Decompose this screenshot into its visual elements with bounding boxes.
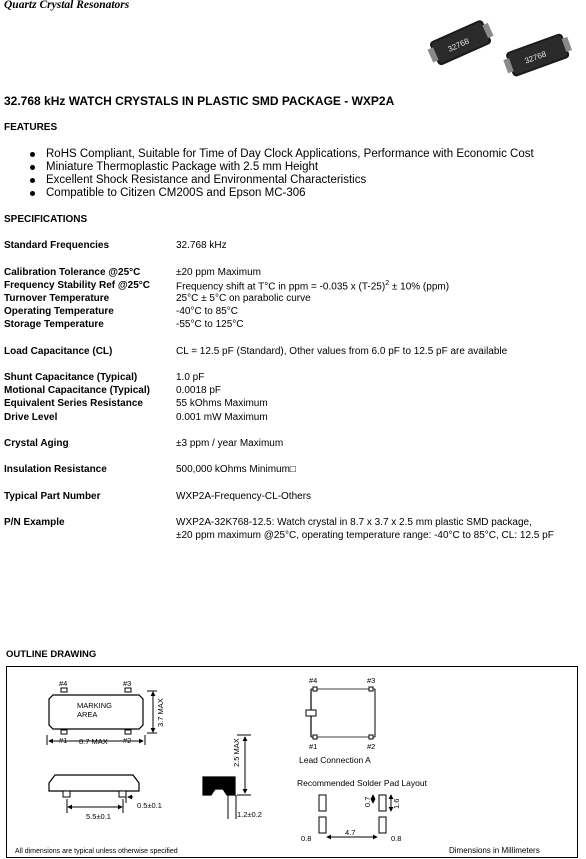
- dimensions-units-note: Dimensions in Millimeters: [449, 846, 540, 855]
- marking-area-label-2: AREA: [77, 710, 98, 719]
- spec-value-frequency-stability: Frequency shift at T°C in ppm = -0.035 x $(T-25)^2 \pm 10\%$ (ppm): [176, 280, 450, 293]
- spec-label-drive-level: Drive Level: [4, 412, 58, 423]
- lead-connection-view: [306, 687, 379, 739]
- spec-label-turnover-temperature: Turnover Temperature: [4, 293, 110, 304]
- spec-value-motional-capacitance: 0.0018 pF: [176, 385, 222, 396]
- dimensions-footnote: All dimensions are typical unless otherwise specified: [15, 848, 178, 855]
- dim-12: 1.2±0.2: [237, 810, 262, 819]
- spec-value-shunt-capacitance: 1.0 pF: [176, 372, 205, 383]
- pad-dim-08-right: 0.8: [391, 834, 402, 843]
- product-title: 32.768 kHz WATCH CRYSTALS IN PLASTIC SMD PACKAGE - WXP2A: [4, 94, 395, 108]
- lead-pin3: #3: [367, 676, 376, 685]
- spec-value-load-capacitance: CL = 12.5 pF (Standard), Other values from 6.0 pF to 12.5 pF are available: [176, 346, 508, 357]
- top-view-pin3: #3: [123, 679, 132, 688]
- dim-55: 5.5±0.1: [86, 812, 111, 821]
- top-view-pin1: #1: [59, 736, 68, 745]
- solder-pad-title: Recommended Solder Pad Layout: [297, 778, 427, 788]
- specifications-heading: SPECIFICATIONS: [4, 214, 88, 225]
- brand-title: Quartz Crystal Resonators: [4, 0, 130, 11]
- pad-dim-16: 1.6: [392, 798, 401, 809]
- pad-dim-47: 4.7: [345, 828, 356, 837]
- spec-value-drive-level: 0.001 mW Maximum: [176, 412, 268, 423]
- crystal-marking-1: 32768: [446, 36, 471, 54]
- outline-drawing: [7, 667, 577, 857]
- feature-item: Compatible to Citizen CM200S and Epson MC-306: [30, 187, 534, 200]
- spec-label-frequency-stability: Frequency Stability Ref @25°C: [4, 280, 151, 291]
- end-view: [203, 735, 251, 819]
- spec-label-motional-capacitance: Motional Capacitance (Typical): [4, 385, 150, 396]
- marking-area-label-1: MARKING: [77, 701, 113, 710]
- lead-connection-label: Lead Connection A: [299, 755, 371, 765]
- pad-dim-08-left: 0.8: [301, 834, 312, 843]
- spec-value-crystal-aging: ±3 ppm / year Maximum: [176, 438, 284, 449]
- spec-value-turnover-temperature: 25°C ± 5°C on parabolic curve: [176, 293, 311, 304]
- outline-drawing-frame: [6, 666, 578, 858]
- side-view: [49, 775, 139, 813]
- spec-value-typical-part-number: WXP2A-Frequency-CL-Others: [176, 491, 312, 502]
- feature-item: Excellent Shock Resistance and Environmental Characteristics: [30, 174, 534, 187]
- dim-05: 0.5±0.1: [137, 801, 162, 810]
- spec-label-pn-example: P/N Example: [4, 517, 65, 528]
- feature-item: Miniature Thermoplastic Package with 2.5 mm Height: [30, 161, 534, 174]
- lead-pin1: #1: [309, 742, 318, 751]
- spec-value-storage-temperature: -55°C to 125°C: [176, 319, 244, 330]
- features-list: [30, 148, 534, 200]
- features-heading: FEATURES: [4, 122, 58, 133]
- dim-37-max: 3.7 MAX: [156, 698, 165, 727]
- outline-heading: OUTLINE DRAWING: [6, 649, 97, 660]
- pad-dim-07: 0.7: [363, 796, 372, 807]
- spec-value-insulation-resistance: 500,000 kOhms Minimum□: [176, 464, 296, 475]
- top-view-pin4: #4: [59, 679, 68, 688]
- spec-label-shunt-capacitance: Shunt Capacitance (Typical): [4, 372, 138, 383]
- spec-value-standard-frequencies: 32.768 kHz: [176, 240, 227, 251]
- spec-value-calibration-tolerance: ±20 ppm Maximum: [176, 267, 261, 278]
- feature-item: RoHS Compliant, Suitable for Time of Day Clock Applications, Performance with Economic Cost: [30, 148, 534, 161]
- spec-label-crystal-aging: Crystal Aging: [4, 438, 69, 449]
- lead-pin2: #2: [367, 742, 376, 751]
- spec-value-pn-example-line1: WXP2A-32K768-12.5: Watch crystal in 8.7 x 3.7 x 2.5 mm plastic SMD package,: [176, 517, 532, 528]
- crystal-marking-2: 32768: [523, 49, 548, 66]
- top-view-pin2: #2: [123, 736, 132, 745]
- spec-label-operating-temperature: Operating Temperature: [4, 306, 114, 317]
- spec-label-load-capacitance: Load Capacitance (CL): [4, 346, 113, 357]
- spec-label-typical-part-number: Typical Part Number: [4, 491, 101, 502]
- spec-label-calibration-tolerance: Calibration Tolerance @25°C: [4, 267, 141, 278]
- spec-label-esr: Equivalent Series Resistance: [4, 398, 143, 409]
- spec-value-pn-example-line2: ±20 ppm maximum @25°C, operating temperature range: -40°C to 85°C, CL: 12.5 pF: [176, 530, 554, 541]
- product-photo: [424, 20, 580, 82]
- spec-value-esr: 55 kOhms Maximum: [176, 398, 268, 409]
- dim-25-max: 2.5 MAX: [232, 738, 241, 767]
- spec-label-insulation-resistance: Insulation Resistance: [4, 464, 107, 475]
- spec-value-operating-temperature: -40°C to 85°C: [176, 306, 238, 317]
- dim-87-max: 8.7 MAX: [79, 737, 108, 746]
- spec-label-storage-temperature: Storage Temperature: [4, 319, 104, 330]
- spec-label-standard-frequencies: Standard Frequencies: [4, 240, 110, 251]
- lead-pin4: #4: [309, 676, 318, 685]
